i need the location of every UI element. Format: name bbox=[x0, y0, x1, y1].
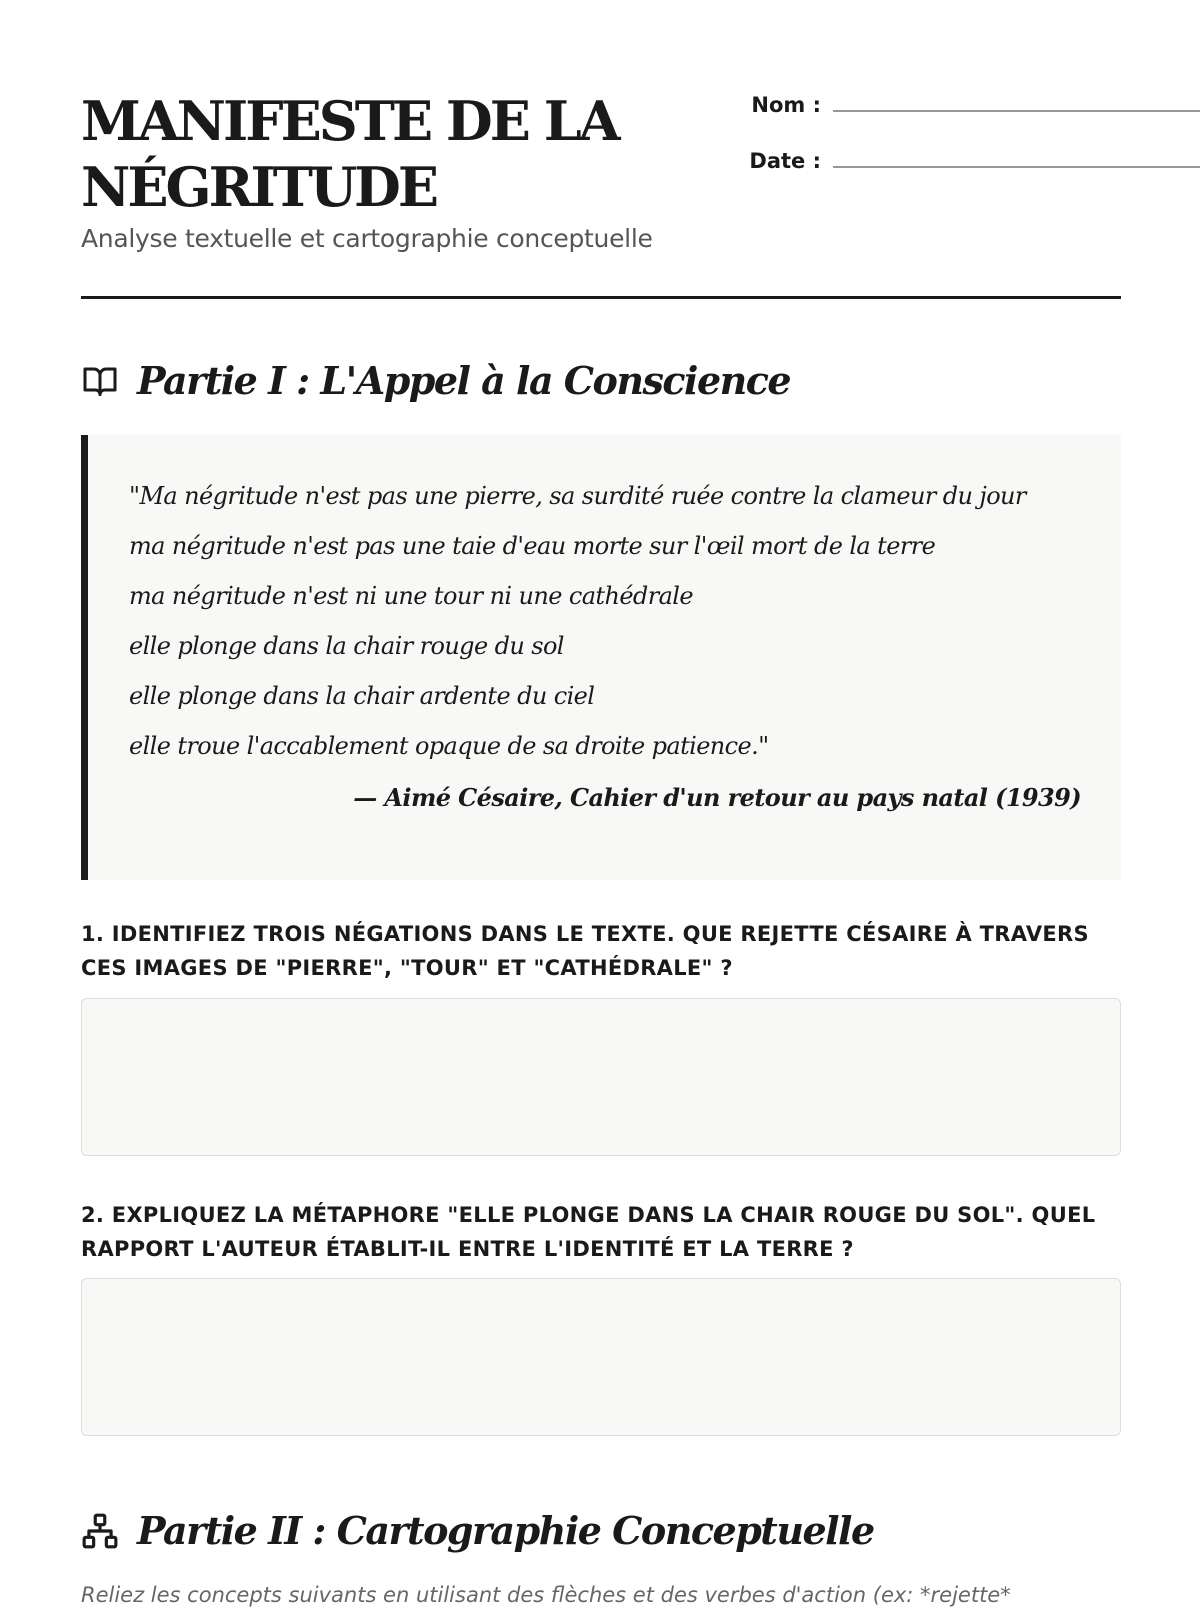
poem-quote bbox=[81, 435, 1121, 880]
date-label: Date : bbox=[749, 149, 821, 173]
answer-box-1[interactable] bbox=[81, 998, 1121, 1156]
question-2: 2. EXPLIQUEZ LA MÉTAPHORE "ELLE PLONGE DANS LA CHAIR ROUGE DU SOL". QUEL RAPPORT L'AUTEUR ÉTABLIT-IL ENTRE L'IDENTITÉ ET LA TERRE ? bbox=[81, 1203, 1096, 1261]
page-subtitle: Analyse textuelle et cartographie conceptuelle bbox=[81, 224, 653, 253]
quote-line: "Ma négritude n'est pas une pierre, sa surdité ruée contre la clameur du jour bbox=[129, 482, 1026, 510]
student-fields bbox=[741, 88, 1200, 200]
quote-attribution: — Aimé Césaire, Cahier d'un retour au pays natal (1939) bbox=[353, 783, 1081, 812]
question-1: 1. IDENTIFIEZ TROIS NÉGATIONS DANS LE TEXTE. QUE REJETTE CÉSAIRE À TRAVERS CES IMAGES DE "PIERRE", "TOUR" ET "CATHÉDRALE" ? bbox=[81, 922, 1089, 980]
name-field[interactable] bbox=[741, 88, 1200, 122]
part2-instructions: Reliez les concepts suivants en utilisant des flèches et des verbes d'action (ex: *rejette* bbox=[81, 1583, 1011, 1607]
part1-title: Partie I : L'Appel à la Conscience bbox=[137, 358, 791, 403]
header-divider bbox=[81, 296, 1121, 299]
part2-heading bbox=[81, 1508, 874, 1553]
name-input-line[interactable] bbox=[833, 110, 1200, 112]
part1-heading bbox=[81, 358, 790, 403]
quote-line: ma négritude n'est pas une taie d'eau morte sur l'œil mort de la terre bbox=[129, 532, 936, 560]
sitemap-icon bbox=[81, 1512, 119, 1550]
name-label: Nom : bbox=[751, 93, 821, 117]
answer-box-2[interactable] bbox=[81, 1278, 1121, 1436]
page-title: MANIFESTE DE LA NÉGRITUDE bbox=[81, 89, 618, 219]
quote-line: elle plonge dans la chair rouge du sol bbox=[129, 632, 564, 660]
book-open-icon bbox=[81, 363, 119, 399]
part2-title: Partie II : Cartographie Conceptuelle bbox=[137, 1508, 874, 1553]
quote-line: elle plonge dans la chair ardente du ciel bbox=[129, 682, 595, 710]
quote-line: elle troue l'accablement opaque de sa droite patience." bbox=[129, 732, 769, 760]
quote-line: ma négritude n'est ni une tour ni une cathédrale bbox=[129, 582, 693, 610]
page-header bbox=[81, 88, 1121, 253]
date-input-line[interactable] bbox=[833, 166, 1200, 168]
date-field[interactable] bbox=[741, 144, 1200, 178]
